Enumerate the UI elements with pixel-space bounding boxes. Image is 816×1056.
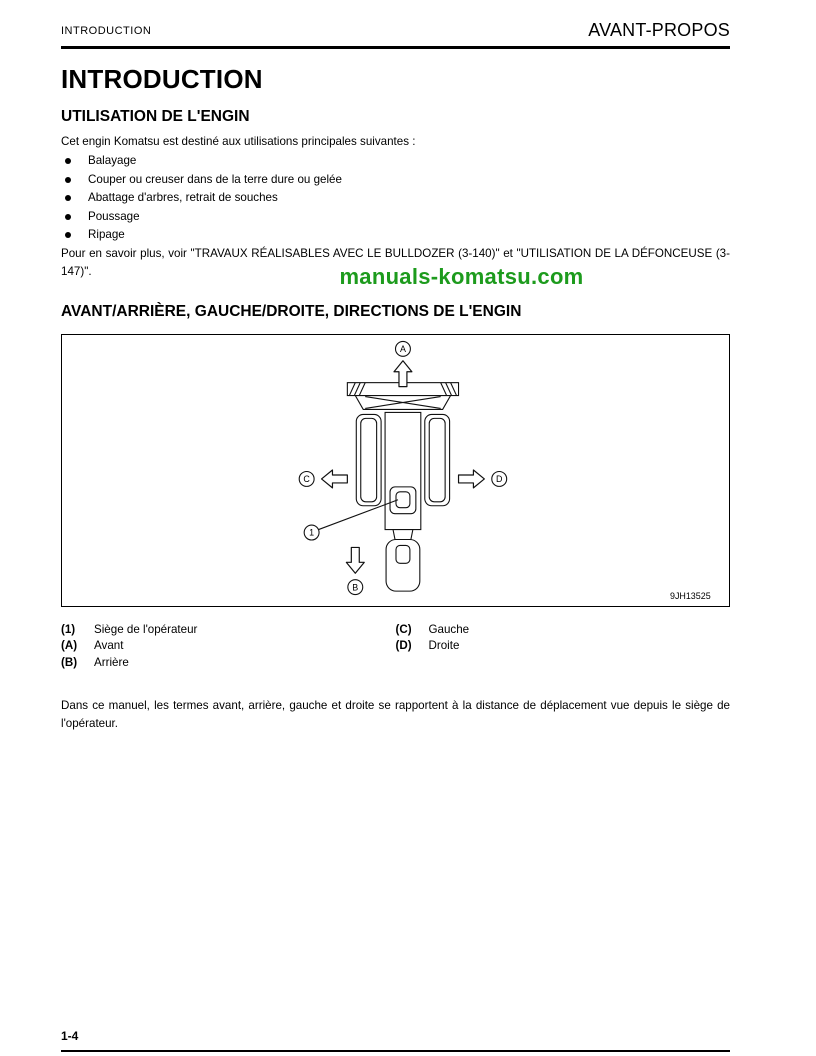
- bullet-icon: [65, 214, 71, 220]
- legend-row: [396, 638, 731, 655]
- arrow-right-icon: [459, 470, 485, 488]
- figure-code: 9JH13525: [669, 590, 711, 601]
- machine-body-shape: [385, 412, 421, 539]
- legend-value: Siège de l'opérateur: [94, 622, 198, 636]
- legend-value: Droite: [428, 639, 460, 652]
- section-heading-utilisation: UTILISATION DE L'ENGIN: [61, 108, 250, 125]
- list-item: [61, 226, 730, 245]
- legend-key: (C): [395, 622, 412, 636]
- bullet-icon: [65, 177, 71, 183]
- list-item-label: Abattage d'arbres, retrait de souches: [88, 191, 278, 204]
- legend-column-right: [396, 622, 731, 672]
- usage-bullet-list: [61, 152, 730, 245]
- legend-key: (A): [61, 639, 78, 652]
- usage-intro-text: Cet engin Komatsu est destiné aux utilisations principales suivantes :: [61, 135, 416, 148]
- callout-b-label: B: [352, 581, 359, 592]
- callout-1-label: 1: [309, 527, 315, 538]
- legend-value: Avant: [94, 639, 124, 652]
- list-item-label: Poussage: [88, 209, 140, 223]
- page-header: [61, 20, 730, 49]
- page-title: INTRODUCTION: [61, 64, 263, 94]
- legend-row: [61, 638, 396, 655]
- list-item: [61, 189, 730, 208]
- right-track-shape: [425, 414, 450, 505]
- watermark-text: manuals-komatsu.com: [339, 263, 584, 289]
- legend-value: Gauche: [428, 622, 470, 636]
- list-item: [61, 208, 730, 227]
- operator-seat-shape: [390, 486, 416, 513]
- page-footer: [61, 1029, 730, 1052]
- list-item-label: Balayage: [88, 154, 137, 167]
- legend-key: (1): [61, 622, 76, 636]
- legend-row: [396, 622, 731, 639]
- machine-top-view-drawing: [62, 335, 729, 606]
- arrow-down-icon: [346, 547, 364, 573]
- left-track-shape: [356, 414, 381, 505]
- legend-column-left: [61, 622, 396, 672]
- list-item-label: Couper ou creuser dans de la terre dure ou gelée: [88, 172, 342, 186]
- bullet-icon: [65, 195, 71, 201]
- bullet-icon: [65, 158, 71, 164]
- legend-value: Arrière: [94, 655, 129, 669]
- legend-row: [61, 622, 396, 639]
- list-item: [61, 152, 730, 171]
- bullet-icon: [65, 232, 71, 238]
- callout-d-label: D: [496, 473, 503, 484]
- machine-directions-figure: [61, 334, 730, 607]
- arrow-left-icon: [322, 470, 348, 488]
- page-number: 1-4: [61, 1029, 79, 1043]
- callout-a-label: A: [399, 343, 406, 354]
- legend-key: (B): [61, 655, 78, 669]
- callout-c-label: C: [303, 473, 310, 484]
- usage-more-text: Pour en savoir plus, voir "TRAVAUX RÉALISABLES AVEC LE BULLDOZER (3-140)" et "UTILISATION DE LA DÉFONCEUSE (3-147)".: [61, 246, 730, 278]
- list-item-label: Ripage: [88, 228, 125, 241]
- directions-note-text: Dans ce manuel, les termes avant, arrière, gauche et droite se rapportent à la distance de déplacement vue depuis le siège de l'opérateur.: [61, 699, 730, 730]
- ripper-shape: [386, 539, 420, 591]
- legend-key: (D): [395, 639, 412, 652]
- legend-row: [61, 655, 396, 672]
- figure-legend: [61, 622, 730, 672]
- section-heading-directions: AVANT/ARRIÈRE, GAUCHE/DROITE, DIRECTIONS DE L'ENGIN: [61, 302, 522, 320]
- running-header-right: AVANT-PROPOS: [588, 20, 730, 40]
- running-header-left: INTRODUCTION: [61, 25, 152, 37]
- list-item: [61, 171, 730, 190]
